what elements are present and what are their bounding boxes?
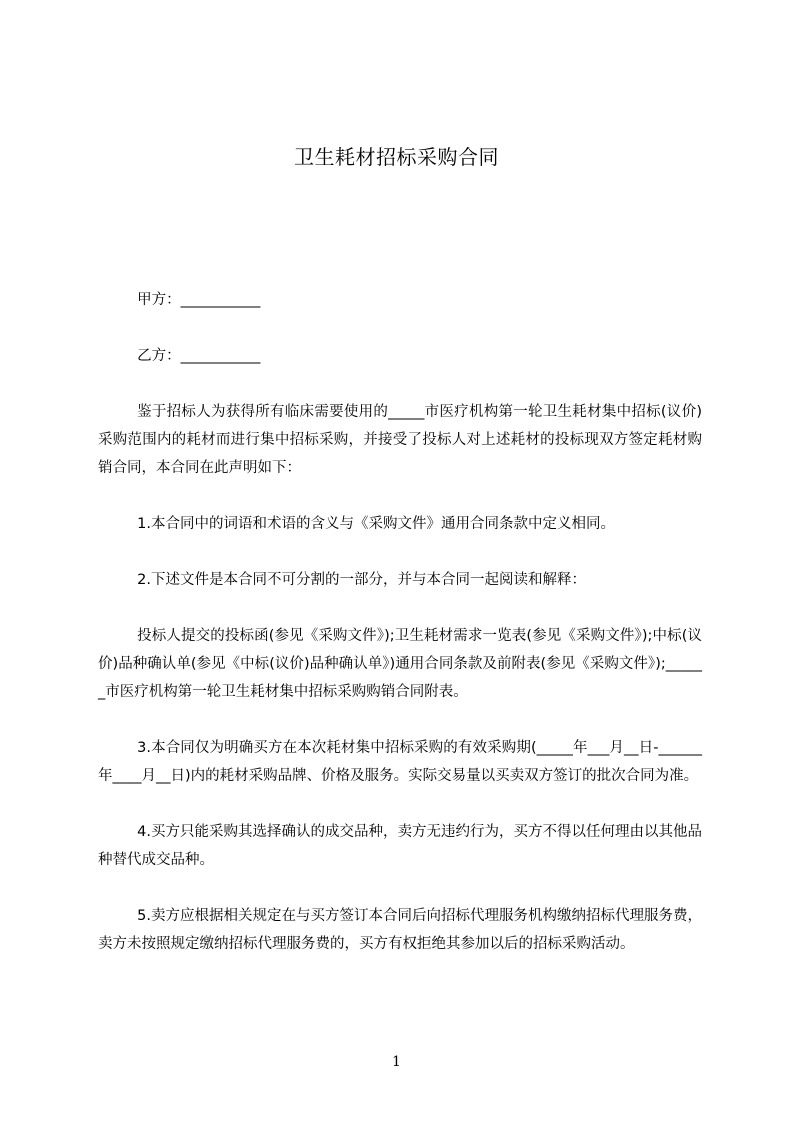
clause-1: 1.本合同中的词语和术语的含义与《采购文件》通用合同条款中定义相同。 bbox=[137, 516, 615, 532]
party-a-line: 甲方：___________ bbox=[137, 292, 261, 308]
preamble-paragraph: 鉴于招标人为获得所有临床需要使用的_____市医疗机构第一轮卫生耗材集中招标(议价)采购范围内的耗材而进行集中招标采购，并接受了投标人对上述耗材的投标现双方签定耗材购销合同，本合同在此声明如下： bbox=[98, 404, 702, 476]
clause-3: 3.本合同仅为明确买方在本次耗材集中招标采购的有效采购期(_____年___月__日-______年____月__日)内的耗材采购品牌、价格及服务。实际交易量以买卖双方签订的批次合同为准。 bbox=[98, 740, 702, 784]
clause-4: 4.买方只能采购其选择确认的成交品种，卖方无违约行为，买方不得以任何理由以其他品种替代成交品种。 bbox=[98, 824, 702, 868]
party-b-line: 乙方：___________ bbox=[137, 348, 261, 364]
document-body bbox=[98, 286, 702, 986]
page-number: 1 bbox=[392, 1054, 401, 1070]
document-title: 卫生耗材招标采购合同 bbox=[294, 145, 499, 169]
clause-5: 5.卖方应根据相关规定在与买方签订本合同后向招标代理服务机构缴纳招标代理服务费，卖方未按照规定缴纳招标代理服务费的，买方有权拒绝其参加以后的招标采购活动。 bbox=[98, 908, 702, 952]
clause-2: 2.下述文件是本合同不可分割的一部分，并与本合同一起阅读和解释： bbox=[137, 572, 586, 588]
clause-2-documents: 投标人提交的投标函(参见《采购文件》);卫生耗材需求一览表(参见《采购文件》);中标(议价)品种确认单(参见《中标(议价)品种确认单》)通用合同条款及前附表(参见《采购文件》);______市医疗机构第一轮卫生耗材集中招标采购购销合同附表。 bbox=[98, 628, 702, 700]
